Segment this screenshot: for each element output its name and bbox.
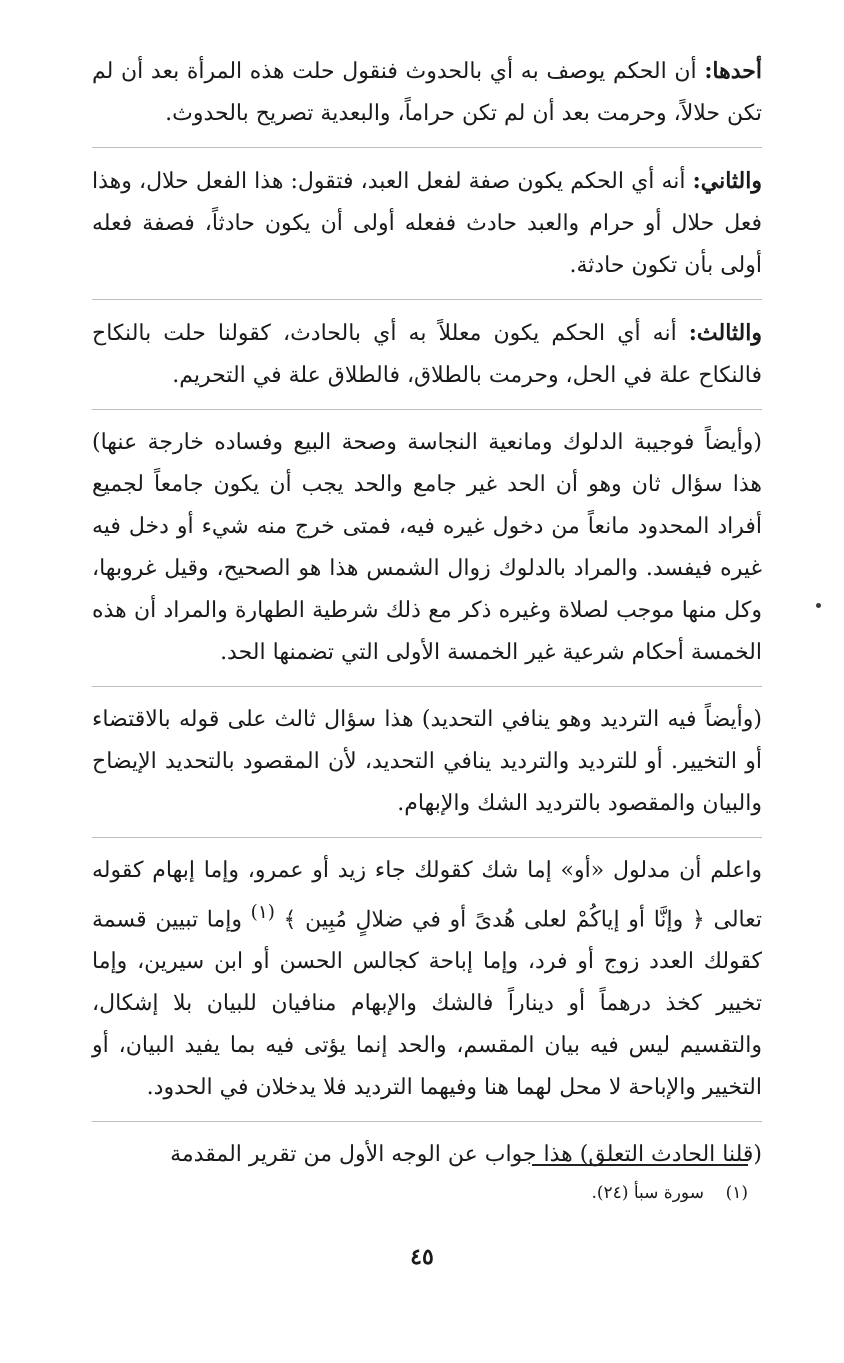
- paragraph-lead: أحدها:: [704, 58, 762, 84]
- page-number: ٤٥: [410, 1244, 434, 1270]
- footnote-text: سورة سبأ (٢٤).: [591, 1183, 704, 1203]
- footnote: [592, 1178, 749, 1208]
- paragraph-third-meaning: [92, 312, 762, 410]
- paragraph-text: واعلم أن مدلول «أو» إما شك كقولك جاء زيد أو عمرو، وإما إبهام كقوله تعالى: [92, 858, 762, 933]
- paragraph-meaning-of-or: [92, 850, 762, 1122]
- paragraph-text: (وأيضاً فوجيبة الدلوك ومانعية النجاسة وصحة البيع وفساده خارجة عنها) هذا سؤال ثان وهو أن الحد غير جامع والحد يجب أن يكون جامعاً لجميع أفراد المحدود مانعاً من دخول غيره فيه، فمتى خرج منه شيء أو دخل فيه غيره فيفسد. والمراد بالدلوك زوال الشمس هذا هو الصحيح، وقيل غروبها، وكل منها موجب لصلاة وغيره ذكر مع ذلك شرطية الطهارة والمراد أن هذه الخمسة أحكام شرعية غير الخمسة الأولى التي تضمنها الحد.: [92, 430, 762, 665]
- paragraph-first-meaning: [92, 50, 762, 148]
- paragraph-text: أنه أي الحكم يكون صفة لفعل العبد، فتقول: هذا الفعل حلال، وهذا فعل حلال أو حرام والعبد حادث ففعله أولى أن يكون حادثاً، فصفة فعله أولى بأن تكون حادثة.: [92, 169, 762, 278]
- margin-dot: [816, 603, 821, 608]
- footnote-marker: (١): [250, 902, 275, 923]
- paragraph-text: أنه أي الحكم يكون معللاً به أي بالحادث، كقولنا حلت بالنكاح فالنكاح علة في الحل، وحرمت بالطلاق، فالطلاق علة في التحريم.: [92, 321, 762, 388]
- paragraph-text: وإما تبيين قسمة كقولك العدد زوج أو فرد، وإما إباحة كجالس الحسن أو ابن سيرين، وإما تخيير كخذ درهماً أو ديناراً فالشك والإبهام منافيان للبيان بلا إشكال، والتقسيم ليس فيه بيان المقسم، والحد إنما يؤتى فيه بما يفيد البيان، أو التخيير والإباحة لا محل لهما هنا وفيهما الترديد فلا يدخلان في الحدود.: [92, 907, 763, 1101]
- paragraph-lead: والثالث:: [688, 320, 762, 346]
- footnote-number: (١): [725, 1183, 748, 1203]
- paragraph-second-meaning: [92, 160, 762, 300]
- paragraph-third-objection: [92, 699, 762, 838]
- quran-verse: ﴿ وإنَّا أو إياكُمْ لعلى هُدىً أو في ضلالٍ مُبِين ﴾: [283, 907, 705, 933]
- page-body: [92, 50, 762, 1200]
- paragraph-text: أن الحكم يوصف به أي بالحدوث فنقول حلت هذه المرأة بعد أن لم تكن حلالاً، وحرمت بعد أن لم تكن حراماً، والبعدية تصريح بالحدوث.: [92, 59, 762, 126]
- paragraph-text: (قلنا الحادث التعلق) هذا جواب عن الوجه الأول من تقرير المقدمة: [170, 1142, 762, 1168]
- paragraph-text: (وأيضاً فيه الترديد وهو ينافي التحديد) هذا سؤال ثالث على قوله بالاقتضاء أو التخيير. أو للترديد والترديد ينافي التحديد، لأن المقصود بالتحديد الإيضاح والبيان والمقصود بالترديد الشك والإبهام.: [92, 707, 762, 816]
- footnote-separator: [532, 1164, 748, 1166]
- paragraph-second-objection: [92, 422, 762, 687]
- paragraph-lead: والثاني:: [692, 168, 762, 194]
